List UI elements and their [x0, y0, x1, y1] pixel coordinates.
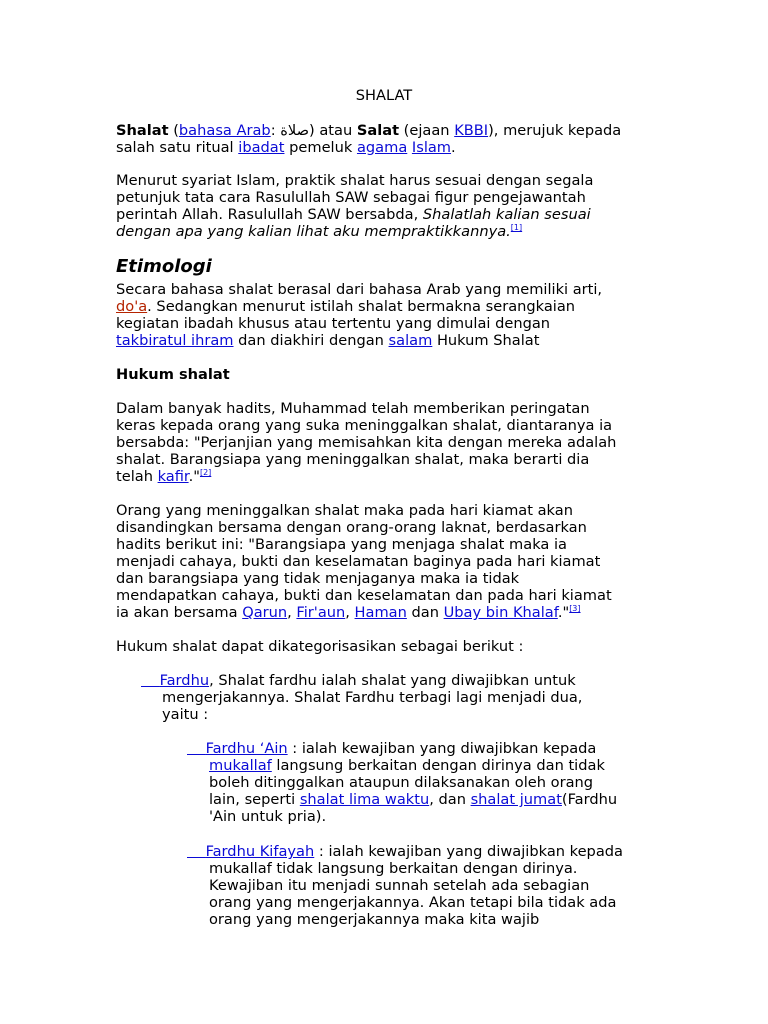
text: . — [451, 139, 456, 156]
text: Hukum Shalat — [432, 332, 540, 349]
link-bahasa-arab[interactable]: bahasa Arab — [178, 122, 271, 139]
term-salat: Salat — [356, 122, 400, 139]
reference-link-2[interactable]: [2] — [199, 468, 212, 477]
text: ." — [188, 468, 200, 485]
text-line: keras kepada orang yang suka meninggalkan shalat, diantaranya ia — [116, 417, 613, 434]
etimologi-paragraph — [116, 281, 656, 349]
link-firaun[interactable]: Fir'aun — [296, 604, 346, 621]
link-qarun[interactable]: Qarun — [242, 604, 288, 621]
text: , — [345, 604, 355, 621]
hukum-paragraph-1 — [116, 400, 656, 485]
hukum-paragraph-2 — [116, 502, 656, 621]
reference-link-1[interactable]: [1] — [510, 223, 523, 232]
link-takbiratul-ihram[interactable]: takbiratul ihram — [116, 332, 234, 349]
link-ubay-bin-khalaf[interactable]: Ubay bin Khalaf — [443, 604, 558, 621]
text-line: menjadi cahaya, bukti dan keselamatan baginya pada hari kiamat — [116, 553, 601, 570]
list-item-fardhu-ain — [187, 740, 657, 825]
heading-hukum-shalat: Hukum shalat — [116, 366, 230, 383]
intro-paragraph — [116, 122, 656, 156]
text: , dan — [429, 791, 471, 808]
text-line: orang yang mengerjakannya. Akan tetapi bila tidak ada — [209, 894, 617, 911]
quote-italic: Shalatlah kalian sesuai — [422, 206, 591, 223]
text-line: shalat. Barangsiapa yang meninggalkan shalat, maka berarti dia — [116, 451, 590, 468]
link-agama[interactable]: agama — [356, 139, 408, 156]
text-line: Orang yang meninggalkan shalat maka pada hari kiamat akan — [116, 502, 573, 519]
text: ." — [557, 604, 570, 621]
link-doa[interactable]: do'a — [116, 298, 148, 315]
text: (ejaan — [399, 122, 455, 139]
link-salam[interactable]: salam — [388, 332, 433, 349]
syariat-paragraph — [116, 172, 656, 240]
text: telah — [116, 468, 158, 485]
text-line: mengerjakannya. Shalat Fardhu terbagi lagi menjadi dua, — [162, 689, 583, 706]
link-haman[interactable]: Haman — [354, 604, 407, 621]
link-fardhu[interactable] — [141, 672, 209, 689]
link-fardhu-ain[interactable] — [187, 740, 288, 757]
link-fardhu-kifayah-label: Fardhu Kifayah — [205, 843, 315, 860]
hukum-kategori-line: Hukum shalat dapat dikategorisasikan sebagai berikut : — [116, 638, 524, 655]
link-islam[interactable]: Islam — [411, 139, 452, 156]
text-line: orang yang mengerjakannya maka kita wajib — [209, 911, 540, 928]
text: langsung berkaitan dengan dirinya dan tidak — [271, 757, 605, 774]
text-line: petunjuk tata cara Rasulullah SAW sebagai figur pengejawantah — [116, 189, 586, 206]
text: ( — [168, 122, 179, 139]
text: : ialah kewajiban yang diwajibkan kepada — [314, 843, 623, 860]
text-line: dan barangsiapa yang tidak menjaganya maka ia tidak — [116, 570, 520, 587]
text-line: mukallaf tidak langsung berkaitan dengan dirinya. — [209, 860, 578, 877]
text-line: yaitu : — [162, 706, 209, 723]
page-title: SHALAT — [355, 87, 413, 104]
text-line: Menurut syariat Islam, praktik shalat harus sesuai dengan segala — [116, 172, 594, 189]
text: lain, seperti — [209, 791, 300, 808]
link-shalat-lima-waktu[interactable]: shalat lima waktu — [299, 791, 430, 808]
text: (Fardhu — [561, 791, 618, 808]
link-fardhu-ain-label: Fardhu ‘Ain — [205, 740, 288, 757]
link-fardhu-kifayah[interactable] — [187, 843, 314, 860]
list-item-fardhu — [141, 672, 661, 723]
text: salah satu ritual — [116, 139, 239, 156]
link-kafir[interactable]: kafir — [157, 468, 189, 485]
link-fardhu-label: Fardhu — [159, 672, 210, 689]
text: dan — [406, 604, 444, 621]
list-item-fardhu-kifayah — [187, 843, 657, 928]
text: , — [287, 604, 297, 621]
text-line: Kewajiban itu menjadi sunnah setelah ada sebagian — [209, 877, 590, 894]
text: ia akan bersama — [116, 604, 243, 621]
text: ), merujuk kepada — [488, 122, 622, 139]
link-ibadat[interactable]: ibadat — [238, 139, 285, 156]
text: pemeluk — [284, 139, 357, 156]
text: : صلاة) atau — [270, 122, 357, 139]
link-mukallaf[interactable]: mukallaf — [209, 757, 272, 774]
text: . Sedangkan menurut istilah shalat bermakna serangkaian — [147, 298, 576, 315]
link-shalat-jumat[interactable]: shalat jumat — [470, 791, 562, 808]
text-line: perintah Allah. Rasulullah SAW bersabda, — [116, 206, 423, 223]
text: dan diakhiri dengan — [233, 332, 389, 349]
quote-italic: dengan apa yang kalian lihat aku mempraktikkannya. — [116, 223, 511, 240]
link-kbbi[interactable]: KBBI — [454, 122, 489, 139]
text-line: bersabda: "Perjanjian yang memisahkan kita dengan mereka adalah — [116, 434, 617, 451]
text-line: boleh ditinggalkan ataupun dilaksanakan oleh orang — [209, 774, 594, 791]
heading-etimologi: Etimologi — [116, 256, 212, 277]
term-shalat: Shalat — [116, 122, 169, 139]
text-line: disandingkan bersama dengan orang-orang laknat, berdasarkan — [116, 519, 587, 536]
text-line: Dalam banyak hadits, Muhammad telah memberikan peringatan — [116, 400, 590, 417]
text-line: hadits berikut ini: "Barangsiapa yang menjaga shalat maka ia — [116, 536, 567, 553]
text-line: kegiatan ibadah khusus atau tertentu yang dimulai dengan — [116, 315, 551, 332]
text-line: mendapatkan cahaya, bukti dan keselamatan dan pada hari kiamat — [116, 587, 612, 604]
text-line: Secara bahasa shalat berasal dari bahasa Arab yang memiliki arti, — [116, 281, 603, 298]
text: , Shalat fardhu ialah shalat yang diwajibkan untuk — [209, 672, 576, 689]
text-line: 'Ain untuk pria). — [209, 808, 327, 825]
reference-link-3[interactable]: [3] — [569, 604, 581, 613]
text: : ialah kewajiban yang diwajibkan kepada — [287, 740, 597, 757]
